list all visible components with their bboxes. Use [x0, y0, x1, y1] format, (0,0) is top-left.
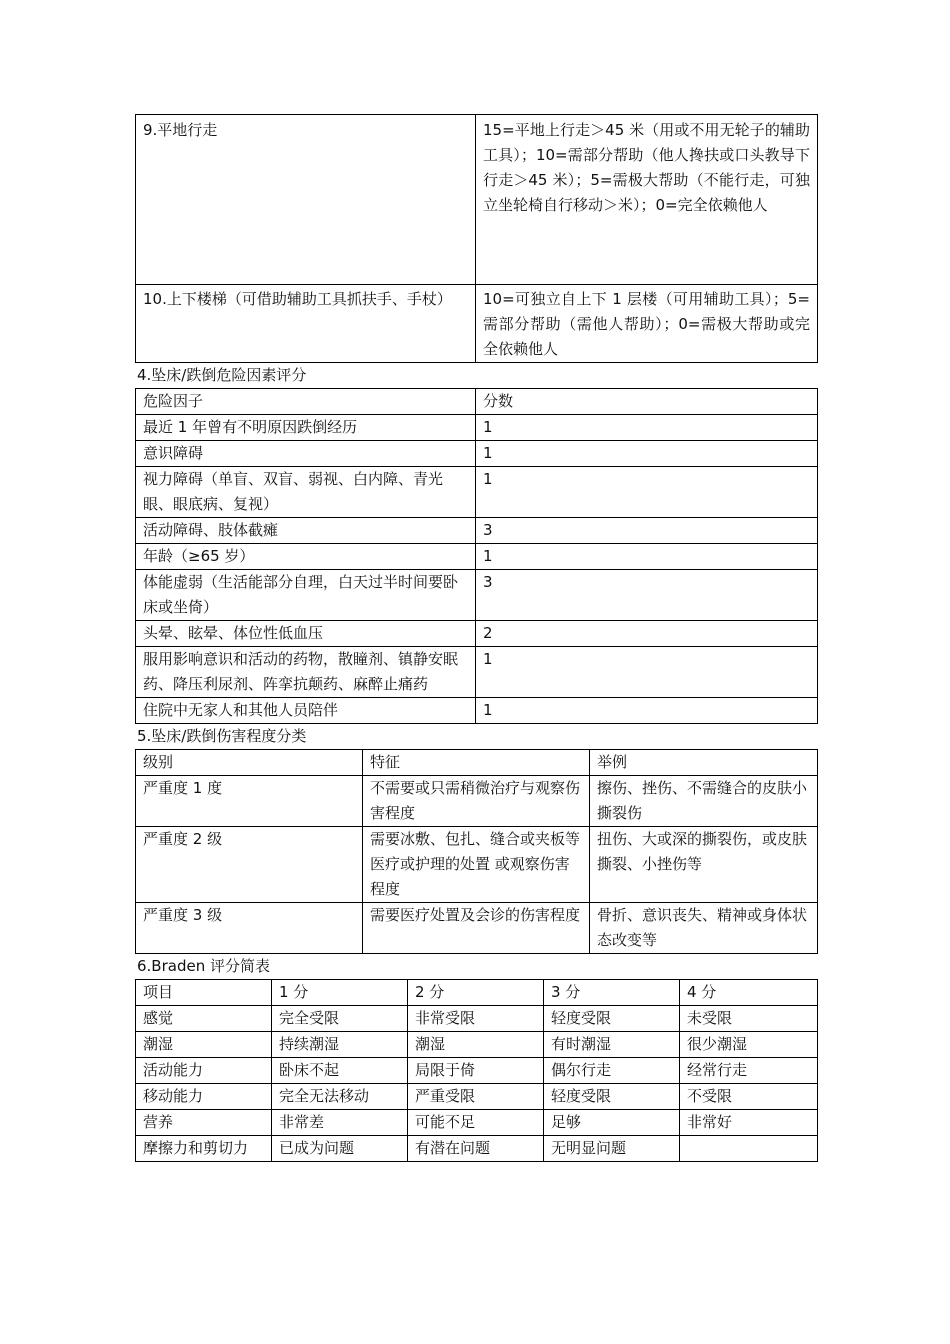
braden-item: 摩擦力和剪切力 — [136, 1136, 272, 1162]
injury-level-table — [135, 749, 818, 954]
risk-factor: 住院中无家人和其他人员陪伴 — [136, 698, 476, 724]
braden-cell: 偶尔行走 — [544, 1058, 680, 1084]
fall-risk-table — [135, 388, 818, 724]
table-row — [136, 285, 818, 363]
risk-score: 1 — [476, 647, 818, 698]
braden-cell: 未受限 — [680, 1006, 818, 1032]
adl-table — [135, 114, 818, 363]
table-row — [136, 1110, 818, 1136]
risk-factor: 头晕、眩晕、体位性低血压 — [136, 621, 476, 647]
table-row — [136, 827, 818, 903]
braden-cell: 无明显问题 — [544, 1136, 680, 1162]
table-header-row — [136, 980, 818, 1006]
table-row — [136, 903, 818, 954]
risk-score: 1 — [476, 415, 818, 441]
braden-cell: 非常好 — [680, 1110, 818, 1136]
header-cell: 项目 — [136, 980, 272, 1006]
braden-cell: 轻度受限 — [544, 1084, 680, 1110]
braden-cell: 完全无法移动 — [272, 1084, 408, 1110]
table-row — [136, 570, 818, 621]
risk-factor: 意识障碍 — [136, 441, 476, 467]
severity-level: 严重度 3 级 — [136, 903, 363, 954]
table-row — [136, 1006, 818, 1032]
severity-level: 严重度 2 级 — [136, 827, 363, 903]
table-row — [136, 776, 818, 827]
severity-example: 扭伤、大或深的撕裂伤，或皮肤撕裂、小挫伤等 — [590, 827, 818, 903]
severity-feature: 不需要或只需稍微治疗与观察伤害程度 — [363, 776, 590, 827]
table-row — [136, 441, 818, 467]
table-row — [136, 1058, 818, 1084]
braden-cell: 完全受限 — [272, 1006, 408, 1032]
braden-cell: 持续潮湿 — [272, 1032, 408, 1058]
header-cell: 分数 — [476, 389, 818, 415]
risk-score: 1 — [476, 441, 818, 467]
risk-score: 1 — [476, 467, 818, 518]
table-header-row — [136, 750, 818, 776]
braden-cell: 可能不足 — [408, 1110, 544, 1136]
braden-cell: 非常受限 — [408, 1006, 544, 1032]
section-title-braden: 6.Braden 评分简表 — [137, 957, 270, 975]
braden-cell: 严重受限 — [408, 1084, 544, 1110]
severity-feature: 需要医疗处置及会诊的伤害程度 — [363, 903, 590, 954]
header-cell: 级别 — [136, 750, 363, 776]
table-row — [136, 1136, 818, 1162]
braden-cell: 有时潮湿 — [544, 1032, 680, 1058]
adl-score-desc: 15=平地上行走＞45 米（用或不用无轮子的辅助工具）；10=需部分帮助（他人搀扶或口头教导下行走＞45 米）；5=需极大帮助（不能行走，可独立坐轮椅自行移动＞米）；0=完全依赖他人 — [476, 115, 818, 285]
braden-item: 感觉 — [136, 1006, 272, 1032]
table-header-row — [136, 389, 818, 415]
adl-item: 9.平地行走 — [136, 115, 476, 285]
risk-score: 2 — [476, 621, 818, 647]
severity-feature: 需要冰敷、包扎、缝合或夹板等医疗或护理的处置 或观察伤害程度 — [363, 827, 590, 903]
risk-factor: 服用影响意识和活动的药物，散瞳剂、镇静安眠药、降压利尿剂、阵挛抗颠药、麻醉止痛药 — [136, 647, 476, 698]
table-row — [136, 115, 818, 285]
table-row — [136, 518, 818, 544]
severity-example: 骨折、意识丧失、精神或身体状态改变等 — [590, 903, 818, 954]
braden-cell: 卧床不起 — [272, 1058, 408, 1084]
braden-table — [135, 979, 818, 1162]
risk-factor: 视力障碍（单盲、双盲、弱视、白内障、青光眼、眼底病、复视） — [136, 467, 476, 518]
braden-item: 潮湿 — [136, 1032, 272, 1058]
braden-cell: 非常差 — [272, 1110, 408, 1136]
table-row — [136, 647, 818, 698]
braden-item: 活动能力 — [136, 1058, 272, 1084]
table-row — [136, 1032, 818, 1058]
risk-score: 3 — [476, 518, 818, 544]
risk-score: 1 — [476, 544, 818, 570]
risk-factor: 活动障碍、肢体截瘫 — [136, 518, 476, 544]
table-row — [136, 467, 818, 518]
risk-score: 3 — [476, 570, 818, 621]
header-cell: 4 分 — [680, 980, 818, 1006]
severity-example: 擦伤、挫伤、不需缝合的皮肤小撕裂伤 — [590, 776, 818, 827]
table-row — [136, 544, 818, 570]
risk-factor: 体能虚弱（生活能部分自理，白天过半时间要卧床或坐倚） — [136, 570, 476, 621]
braden-cell: 局限于倚 — [408, 1058, 544, 1084]
header-cell: 2 分 — [408, 980, 544, 1006]
section-title-injury-level: 5.坠床/跌倒伤害程度分类 — [137, 727, 307, 745]
braden-cell: 不受限 — [680, 1084, 818, 1110]
risk-score: 1 — [476, 698, 818, 724]
braden-cell: 轻度受限 — [544, 1006, 680, 1032]
header-cell: 举例 — [590, 750, 818, 776]
risk-factor: 年龄（≥65 岁） — [136, 544, 476, 570]
section-title-fall-risk: 4.坠床/跌倒危险因素评分 — [137, 366, 307, 384]
table-row — [136, 698, 818, 724]
adl-item: 10.上下楼梯（可借助辅助工具抓扶手、手杖） — [136, 285, 476, 363]
braden-cell: 已成为问题 — [272, 1136, 408, 1162]
header-cell: 3 分 — [544, 980, 680, 1006]
header-cell: 特征 — [363, 750, 590, 776]
table-row — [136, 1084, 818, 1110]
braden-cell: 足够 — [544, 1110, 680, 1136]
table-row — [136, 621, 818, 647]
risk-factor: 最近 1 年曾有不明原因跌倒经历 — [136, 415, 476, 441]
braden-cell — [680, 1136, 818, 1162]
braden-item: 移动能力 — [136, 1084, 272, 1110]
severity-level: 严重度 1 度 — [136, 776, 363, 827]
braden-item: 营养 — [136, 1110, 272, 1136]
braden-cell: 很少潮湿 — [680, 1032, 818, 1058]
document-page — [135, 114, 817, 1162]
table-row — [136, 415, 818, 441]
adl-score-desc: 10=可独立自上下 1 层楼（可用辅助工具）；5=需部分帮助（需他人帮助）；0=需极大帮助或完全依赖他人 — [476, 285, 818, 363]
braden-cell: 潮湿 — [408, 1032, 544, 1058]
header-cell: 1 分 — [272, 980, 408, 1006]
header-cell: 危险因子 — [136, 389, 476, 415]
braden-cell: 有潜在问题 — [408, 1136, 544, 1162]
braden-cell: 经常行走 — [680, 1058, 818, 1084]
